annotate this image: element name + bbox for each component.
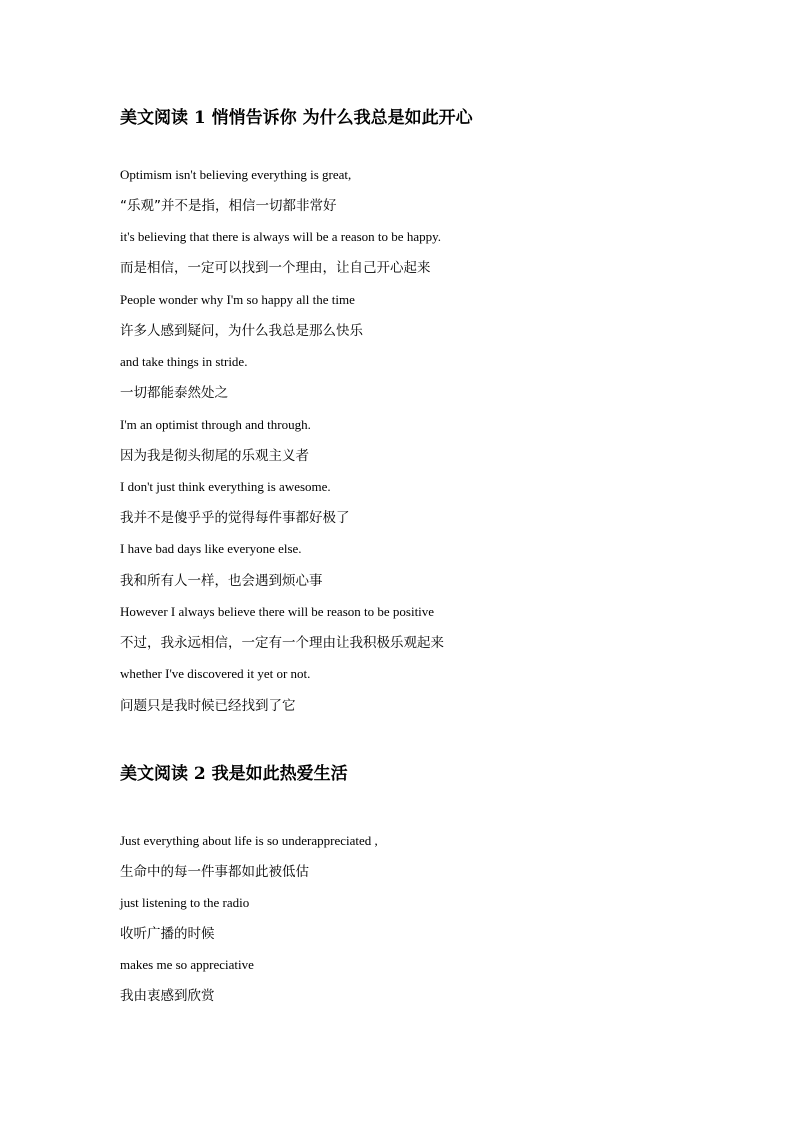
section-1-line-en: and take things in stride. <box>120 354 248 369</box>
section-2-title: 美文阅读 2 我是如此热爱生活 <box>120 764 348 784</box>
section-2-line-en: Just everything about life is so underappreciated , <box>120 833 378 848</box>
section-1-line-zh: 我并不是傻乎乎的觉得每件事都好极了 <box>120 510 350 526</box>
section-1-line-en: whether I've discovered it yet or not. <box>120 666 311 681</box>
section-1-line-en: People wonder why I'm so happy all the time <box>120 292 355 307</box>
section-2-line-zh: 收听广播的时候 <box>120 926 215 942</box>
section-1-line-zh: 一切都能泰然处之 <box>120 385 228 401</box>
section-2-line-zh: 我由衷感到欣赏 <box>120 988 215 1004</box>
section-1-line-zh: 因为我是彻头彻尾的乐观主义者 <box>120 448 309 464</box>
section-2-line-en: just listening to the radio <box>120 895 250 910</box>
section-1-line-en: I'm an optimist through and through. <box>120 417 311 432</box>
section-1-line-zh: 许多人感到疑问，为什么我总是那么快乐 <box>120 323 363 339</box>
section-1-line-en: Optimism isn't believing everything is great, <box>120 167 352 182</box>
section-1-line-en: I don't just think everything is awesome. <box>120 479 331 494</box>
section-2-line-zh: 生命中的每一件事都如此被低估 <box>120 864 309 880</box>
section-1-line-en: it's believing that there is always will be a reason to be happy. <box>120 229 441 244</box>
section-1-line-zh: “乐观”并不是指，相信一切都非常好 <box>120 198 337 214</box>
section-1-line-en: I have bad days like everyone else. <box>120 541 302 556</box>
section-1-line-zh: 不过，我永远相信，一定有一个理由让我积极乐观起来 <box>120 635 444 651</box>
section-1-line-zh: 问题只是我时候已经找到了它 <box>120 698 296 714</box>
section-1-line-zh: 而是相信，一定可以找到一个理由，让自己开心起来 <box>120 260 431 276</box>
section-1-title: 美文阅读 1 悄悄告诉你 为什么我总是如此开心 <box>120 108 473 128</box>
section-1-line-zh: 我和所有人一样，也会遇到烦心事 <box>120 573 323 589</box>
section-1-line-en: However I always believe there will be reason to be positive <box>120 604 435 619</box>
section-2-line-en: makes me so appreciative <box>120 957 254 972</box>
